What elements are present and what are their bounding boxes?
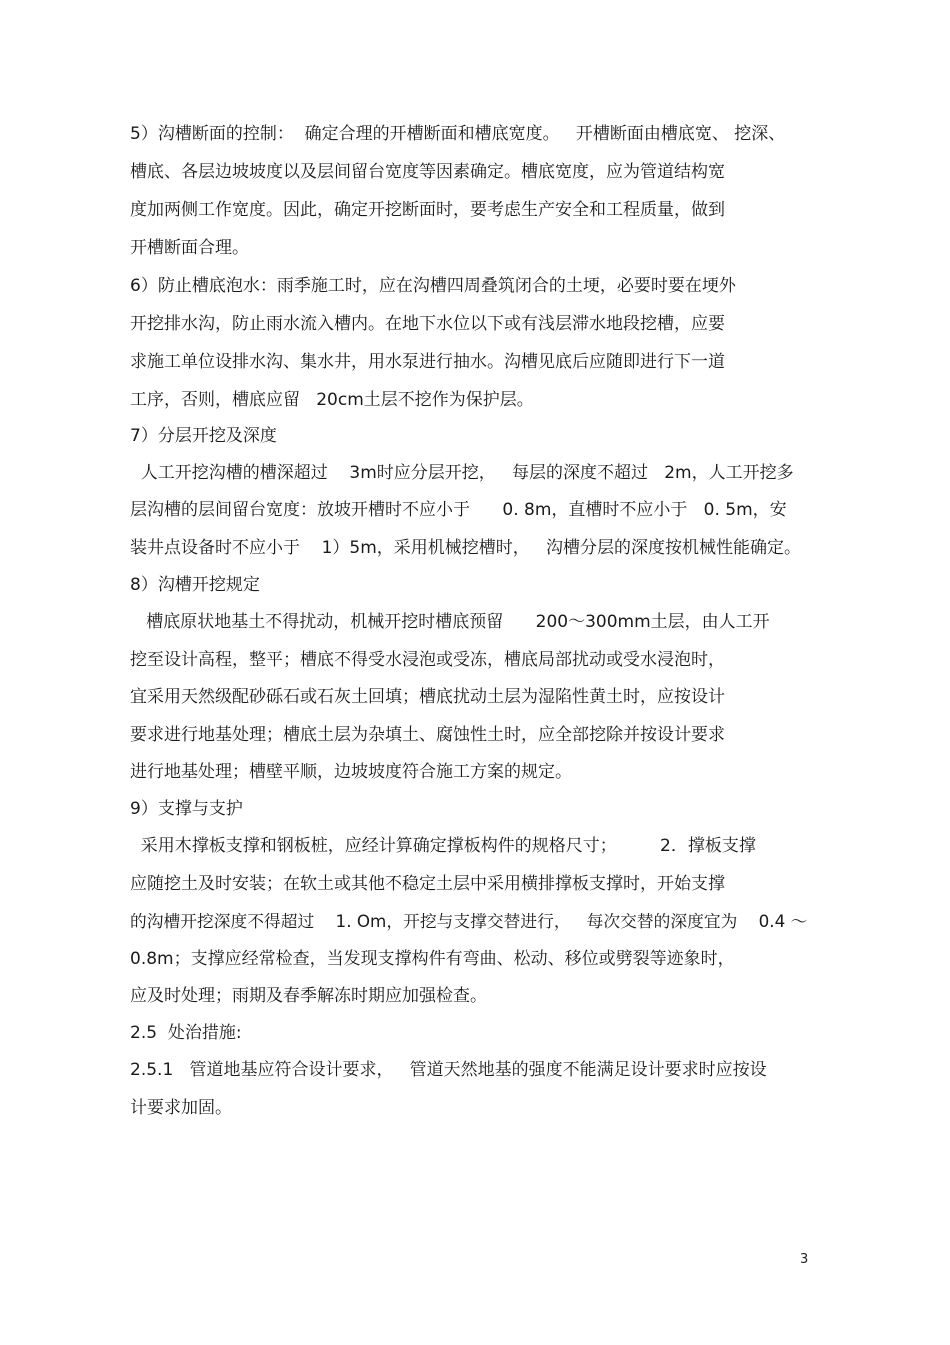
section-heading: 7）分层开挖及深度 xyxy=(130,426,277,446)
text-line: 宜采用天然级配砂砾石或石灰土回填；槽底扰动土层为湿陷性黄土时，应按设计 xyxy=(130,687,725,707)
text-line: 5）沟槽断面的控制： 确定合理的开槽断面和槽底宽度。 开槽断面由槽底宽、 挖深、 xyxy=(130,124,786,144)
text-line: 开挖排水沟，防止雨水流入槽内。在地下水位以下或有浅层滞水地段挖槽，应要 xyxy=(130,314,725,334)
text-line: 采用木撑板支撑和钢板桩，应经计算确定撑板构件的规格尺寸； 2．撑板支撑 xyxy=(130,836,756,856)
text-line: 计要求加固。 xyxy=(130,1098,232,1118)
text-line: 6）防止槽底泡水：雨季施工时，应在沟槽四周叠筑闭合的土埂，必要时要在埂外 xyxy=(130,276,736,296)
text-line: 装井点设备时不应小于 1）5m，采用机械挖槽时， 沟槽分层的深度按机械性能确定。 xyxy=(130,538,802,558)
page-number: 3 xyxy=(800,1252,809,1267)
text-line: 2.5.1 管道地基应符合设计要求， 管道天然地基的强度不能满足设计要求时应按设 xyxy=(130,1060,767,1080)
text-line: 0.8m；支撑应经常检查，当发现支撑构件有弯曲、松动、移位或劈裂等迹象时， xyxy=(130,949,735,969)
text-line: 的沟槽开挖深度不得超过 1. Om，开挖与支撑交替进行， 每次交替的深度宜为 0.4 ～ xyxy=(130,911,808,931)
text-line: 人工开挖沟槽的槽深超过 3m时应分层开挖， 每层的深度不超过 2m，人工开挖多 xyxy=(130,463,794,483)
text-line: 槽底、各层边坡坡度以及层间留台宽度等因素确定。槽底宽度，应为管道结构宽 xyxy=(130,162,725,182)
text-line: 槽底原状地基土不得扰动，机械开挖时槽底预留 200～300mm土层，由人工开 xyxy=(130,612,770,632)
text-line: 度加两侧工作宽度。因此，确定开挖断面时，要考虑生产安全和工程质量，做到 xyxy=(130,200,725,220)
text-line: 开槽断面合理。 xyxy=(130,238,249,258)
text-line: 应随挖土及时安装；在软土或其他不稳定土层中采用横排撑板支撑时，开始支撑 xyxy=(130,874,725,894)
text-line: 挖至设计高程，整平；槽底不得受水浸泡或受冻，槽底局部扰动或受水浸泡时， xyxy=(130,650,725,670)
section-heading: 2.5 处治措施: xyxy=(130,1023,242,1043)
text-line: 进行地基处理；槽壁平顺，边坡坡度符合施工方案的规定。 xyxy=(130,762,572,782)
text-line: 工序，否则，槽底应留 20cm土层不挖作为保护层。 xyxy=(130,390,534,410)
text-line: 求施工单位设排水沟、集水井，用水泵进行抽水。沟槽见底后应随即进行下一道 xyxy=(130,352,725,372)
section-heading: 9）支撑与支护 xyxy=(130,799,243,819)
text-line: 层沟槽的层间留台宽度：放坡开槽时不应小于 0. 8m，直槽时不应小于 0. 5m，安 xyxy=(130,500,787,520)
text-line: 应及时处理；雨期及春季解冻时期应加强检查。 xyxy=(130,986,487,1006)
section-heading: 8）沟槽开挖规定 xyxy=(130,575,260,595)
text-line: 要求进行地基处理；槽底土层为杂填土、腐蚀性土时，应全部挖除并按设计要求 xyxy=(130,725,725,745)
